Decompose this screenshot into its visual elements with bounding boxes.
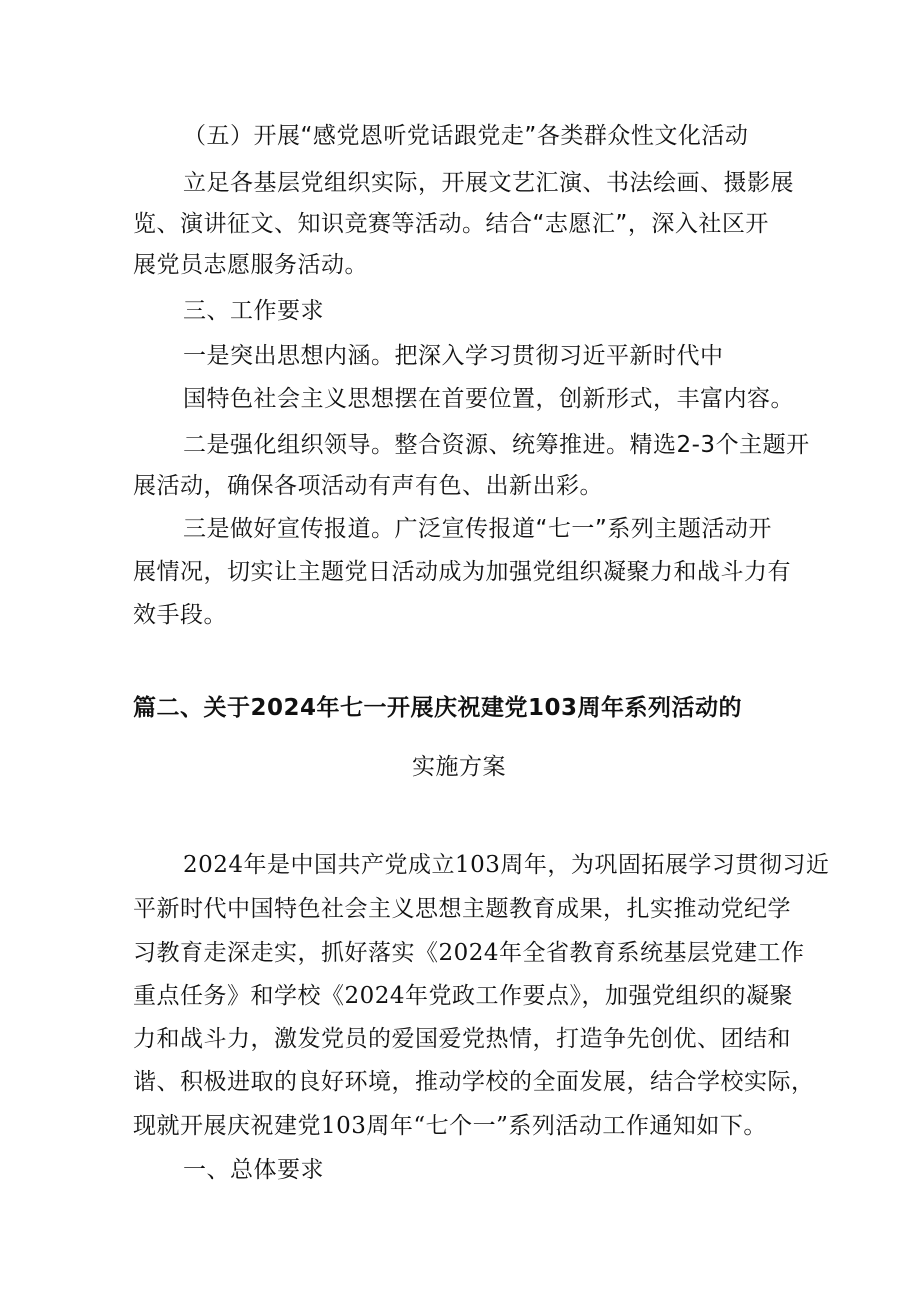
paragraph-line: 国特色社会主义思想摆在首要位置，创新形式，丰富内容。 xyxy=(183,386,794,412)
paragraph-line: 重点任务》和学校《2024年党政工作要点》，加强党组织的凝聚 xyxy=(133,983,794,1009)
paragraph-line: 三是做好宣传报道。广泛宣传报道“七一”系列主题活动开 xyxy=(183,516,772,542)
paragraph-line: 展活动，确保各项活动有声有色、出新出彩。 xyxy=(133,473,603,499)
paragraph-line: 谐、积极进取的良好环境，推动学校的全面发展，结合学校实际， xyxy=(133,1069,815,1095)
paragraph-line: 效手段。 xyxy=(133,602,227,628)
paragraph-line: 习教育走深走实，抓好落实《2024年全省教育系统基层党建工作 xyxy=(133,940,805,966)
paragraph-line: 展情况，切实让主题党日活动成为加强党组织凝聚力和战斗力有 xyxy=(133,559,791,585)
paragraph-line: 展党员志愿服务活动。 xyxy=(133,252,368,278)
article-title: 篇二、关于2024年七一开展庆祝建党103周年系列活动的 xyxy=(133,695,743,721)
heading-general-requirements: 一、总体要求 xyxy=(183,1157,324,1183)
heading-requirements: 三、工作要求 xyxy=(183,298,324,324)
paragraph-line: 立足各基层党组织实际，开展文艺汇演、书法绘画、摄影展 xyxy=(183,170,794,196)
paragraph-line: 现就开展庆祝建党103周年“七个一”系列活动工作通知如下。 xyxy=(133,1113,767,1139)
paragraph-line: 一是突出思想内涵。把深入学习贯彻习近平新时代中 xyxy=(183,343,724,369)
paragraph-line: 2024年是中国共产党成立103周年，为巩固拓展学习贯彻习近 xyxy=(183,852,830,878)
paragraph-line: 平新时代中国特色社会主义思想主题教育成果，扎实推动党纪学 xyxy=(133,896,791,922)
paragraph-line: 二是强化组织领导。整合资源、统筹推进。精选2-3个主题开 xyxy=(183,432,810,458)
heading-five: （五）开展“感党恩听党话跟党走”各类群众性文化活动 xyxy=(183,123,749,149)
article-subtitle: 实施方案 xyxy=(412,754,506,780)
paragraph-line: 览、演讲征文、知识竞赛等活动。结合“志愿汇”，深入社区开 xyxy=(133,211,769,237)
paragraph-line: 力和战斗力，激发党员的爱国爱党热情，打造争先创优、团结和 xyxy=(133,1026,791,1052)
